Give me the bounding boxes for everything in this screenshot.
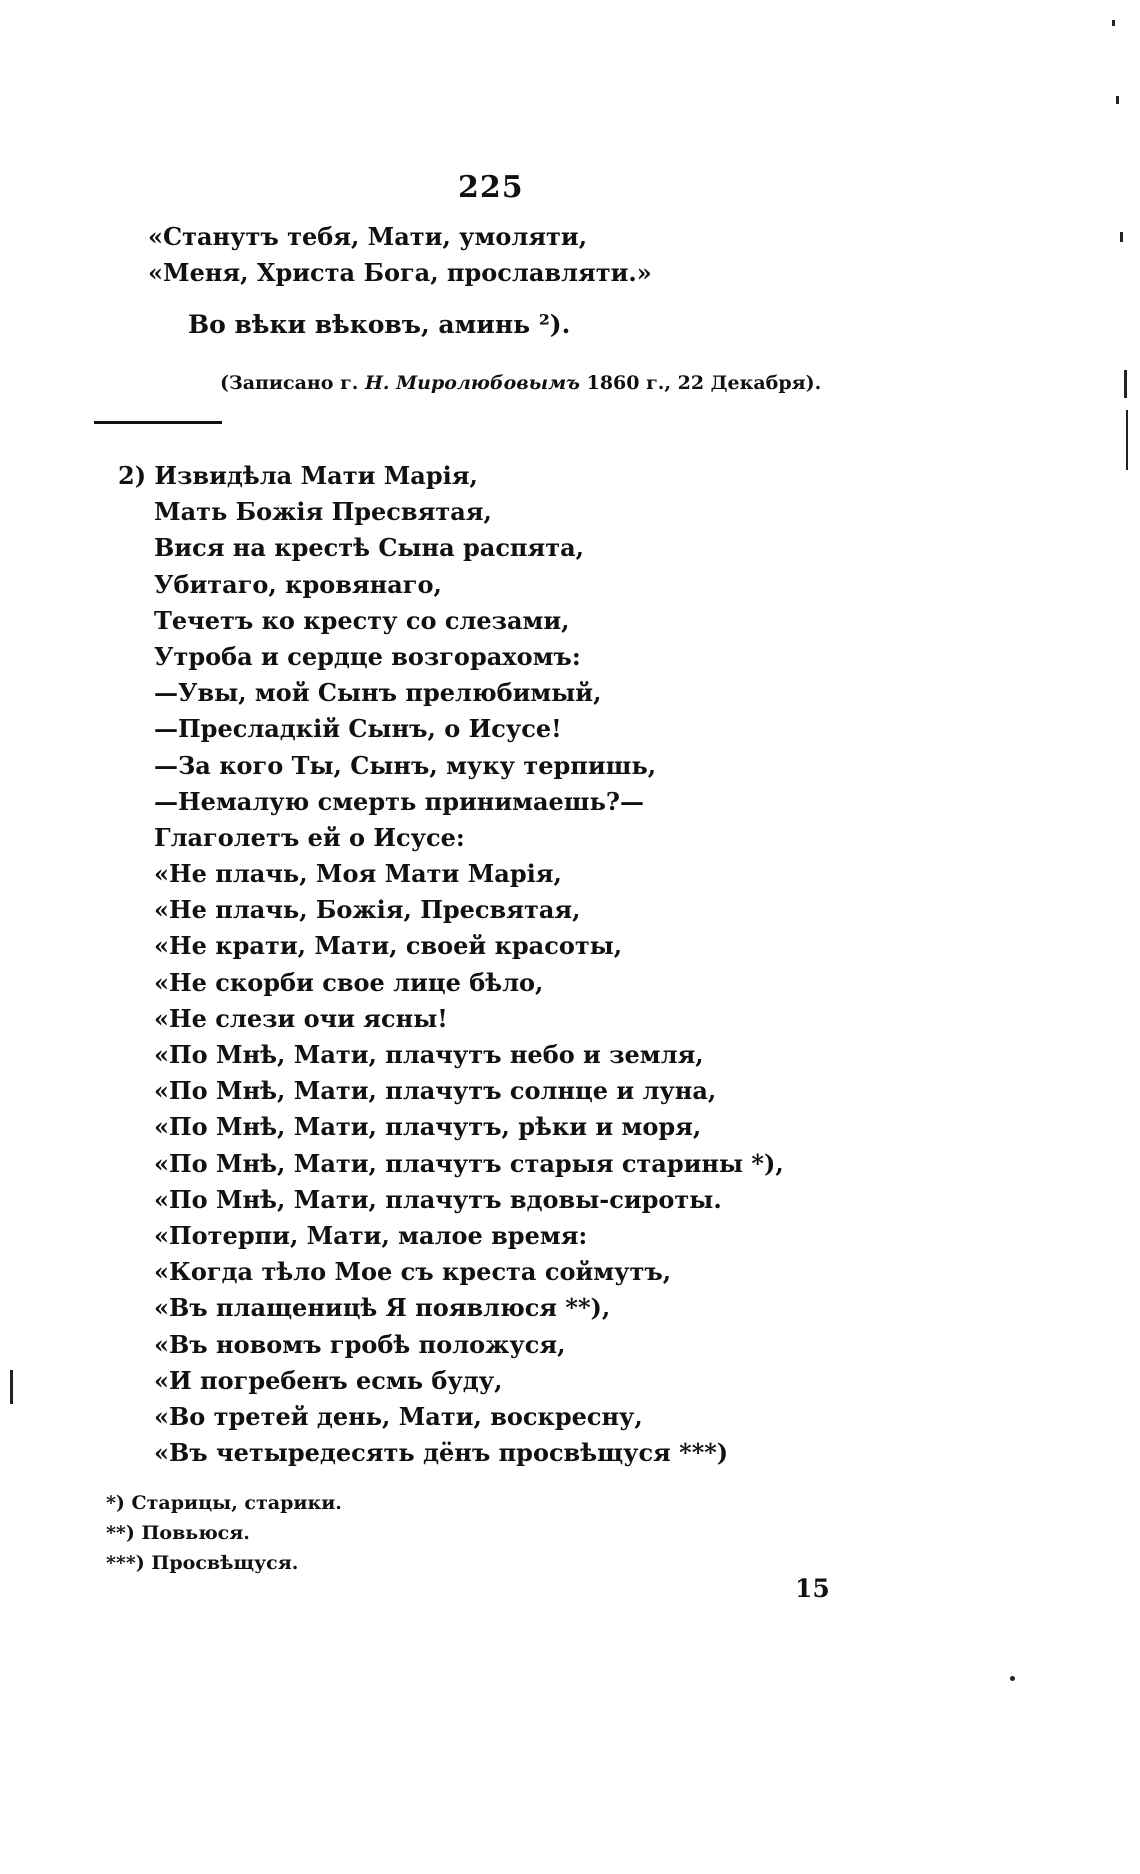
poem-line bbox=[118, 675, 784, 711]
attribution bbox=[220, 372, 821, 394]
scan-speck bbox=[1010, 1676, 1015, 1681]
attribution-suffix: 1860 г., 22 Декабря). bbox=[586, 372, 822, 394]
poem-line-text: «Не крати, Мати, своей красоты, bbox=[154, 931, 623, 961]
poem-line-text: —За кого Ты, Сынъ, муку терпишь, bbox=[154, 750, 657, 780]
footnote: **) Повьюся. bbox=[106, 1522, 250, 1544]
poem-line: Извидѣла Мати Марія, bbox=[154, 461, 478, 490]
poem-line-text: Убитаго, кровянаго, bbox=[154, 569, 442, 599]
scan-speck bbox=[1126, 410, 1128, 470]
verse-line: «Меня, Христа Бога, прославляти.» bbox=[148, 258, 652, 287]
footnotes bbox=[106, 1488, 342, 1578]
poem-line-text: Утроба и сердце возгорахомъ: bbox=[154, 641, 581, 671]
poem-first-line bbox=[118, 458, 784, 494]
poem-line bbox=[118, 1109, 784, 1145]
poem-line-text: «Не скорби свое лице бѣло, bbox=[154, 967, 544, 997]
poem-line-text: Течетъ ко кресту со слезами, bbox=[154, 605, 570, 635]
poem-line bbox=[118, 892, 784, 928]
poem-line bbox=[118, 1363, 784, 1399]
attribution-prefix: (Записано г. bbox=[220, 372, 359, 394]
poem-line bbox=[118, 530, 784, 566]
scan-speck bbox=[1120, 232, 1123, 242]
poem-line-text: «По Мнѣ, Мати, плачутъ небо и земля, bbox=[154, 1040, 704, 1069]
poem-line-text: «По Мнѣ, Мати, плачутъ старыя старины *), bbox=[154, 1148, 784, 1178]
scan-speck bbox=[1112, 20, 1115, 26]
poem-line bbox=[118, 1290, 784, 1326]
page-number-top: 225 bbox=[458, 170, 524, 205]
refrain-line: Во вѣки вѣковъ, аминь ²). bbox=[188, 310, 571, 339]
poem-line-text: Мать Божія Пресвятая, bbox=[154, 497, 492, 527]
poem-line-text: «Не плачь, Божія, Пресвятая, bbox=[154, 895, 581, 925]
poem-line-text: «По Мнѣ, Мати, плачутъ, рѣки и моря, bbox=[154, 1112, 702, 1142]
poem-line bbox=[118, 711, 784, 747]
poem-line bbox=[118, 1037, 784, 1073]
poem-line bbox=[118, 1001, 784, 1037]
poem-line bbox=[118, 1254, 784, 1290]
poem-line bbox=[118, 1435, 784, 1471]
poem-line bbox=[118, 567, 784, 603]
poem-line bbox=[118, 603, 784, 639]
poem-line-text: «И погребенъ есмь буду, bbox=[154, 1365, 503, 1395]
scan-speck bbox=[1124, 370, 1127, 398]
poem-line-text: «Въ четыредесять дёнъ просвѣщуся ***) bbox=[154, 1438, 729, 1468]
poem-line bbox=[118, 1182, 784, 1218]
poem-line-text: «Во третей день, Мати, воскресну, bbox=[154, 1401, 643, 1431]
poem-line-text: —Немалую смерть принимаешь?— bbox=[154, 786, 644, 816]
poem-line bbox=[118, 965, 784, 1001]
poem-line-text: «По Мнѣ, Мати, плачутъ вдовы-сироты. bbox=[154, 1184, 722, 1214]
verse-line: «Станутъ тебя, Мати, умоляти, bbox=[148, 222, 588, 251]
poem-line-text: «Потерпи, Мати, малое время: bbox=[154, 1220, 588, 1250]
poem-line-text: —Пресладкій Сынъ, о Исусе! bbox=[154, 714, 562, 744]
poem-line-text: «Въ плащеницѣ Я появлюся **), bbox=[154, 1293, 611, 1323]
footnote: *) Старицы, старики. bbox=[106, 1492, 342, 1514]
poem-line bbox=[118, 820, 784, 856]
poem-line bbox=[118, 1327, 784, 1363]
poem-lines bbox=[118, 494, 784, 1471]
footnote-poem bbox=[118, 458, 784, 1471]
poem-line bbox=[118, 1073, 784, 1109]
poem-line bbox=[118, 928, 784, 964]
scan-speck bbox=[1116, 96, 1119, 104]
scan-speck bbox=[10, 1370, 13, 1404]
poem-line-text: «Въ новомъ гробѣ положуся, bbox=[154, 1329, 566, 1359]
poem-line-text: Вися на крестѣ Сына распята, bbox=[154, 533, 585, 563]
poem-line bbox=[118, 856, 784, 892]
note-marker: 2) bbox=[118, 461, 147, 490]
poem-line bbox=[118, 1399, 784, 1435]
attribution-name: Н. Миролюбовымъ bbox=[364, 372, 580, 394]
section-divider bbox=[94, 421, 222, 424]
poem-line-text: «Не слези очи ясны! bbox=[154, 1003, 448, 1033]
poem-line-text: «Не плачь, Моя Мати Марія, bbox=[154, 859, 562, 889]
poem-line-text: «По Мнѣ, Мати, плачутъ солнце и луна, bbox=[154, 1076, 717, 1106]
page-number-bottom: 15 bbox=[795, 1574, 830, 1603]
poem-line bbox=[118, 748, 784, 784]
poem-line-text: «Когда тѣло Мое съ креста соймутъ, bbox=[154, 1257, 672, 1287]
poem-line-text: Глаголетъ ей о Исусе: bbox=[154, 822, 465, 852]
footnote: ***) Просвѣщуся. bbox=[106, 1552, 299, 1574]
poem-line bbox=[118, 784, 784, 820]
poem-line bbox=[118, 639, 784, 675]
poem-line-text: —Увы, мой Сынъ прелюбимый, bbox=[154, 678, 602, 708]
poem-line bbox=[118, 1218, 784, 1254]
poem-line bbox=[118, 1146, 784, 1182]
poem-line bbox=[118, 494, 784, 530]
